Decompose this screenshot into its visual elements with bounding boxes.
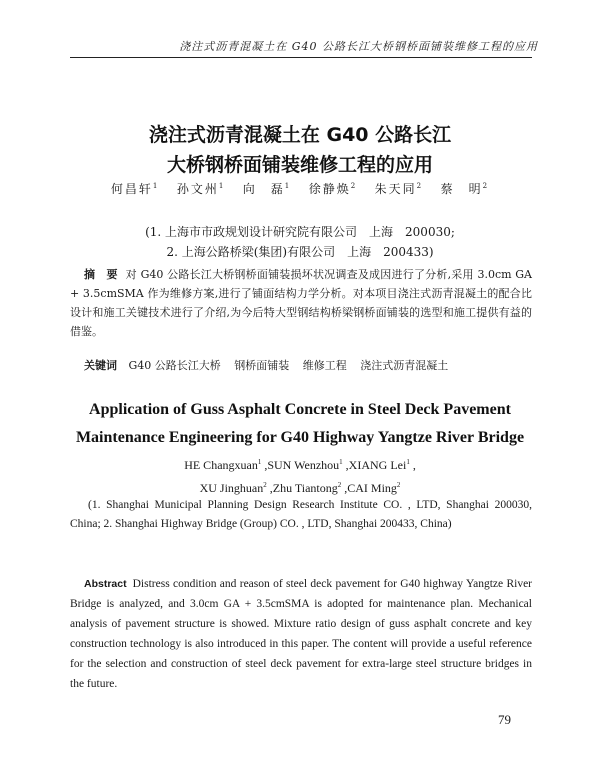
page-number: 79 bbox=[498, 712, 511, 727]
chinese-keywords bbox=[70, 356, 532, 375]
chinese-authors bbox=[0, 180, 600, 197]
author: Zhu Tiantong$^2$ bbox=[272, 481, 342, 495]
author: XU Jinghuan$^2$ bbox=[199, 481, 267, 495]
abstract-text: 对 G40 公路长江大桥钢桥面铺装损坏状况调查及成因进行了分析,采用 3.0cm GA + 3.5cmSMA 作为维修方案,进行了铺面结构力学分析。对本项目浇注式沥青混凝土的配合比设计和施工关键技术进行了介绍,为今后特大型钢结构桥梁钢桥面铺装的选型和施工提供有益的借鉴。 bbox=[70, 268, 533, 338]
keyword: 钢桥面铺装 bbox=[234, 359, 290, 372]
author: XIANG Lei$^1$ bbox=[348, 458, 410, 472]
chinese-affiliations bbox=[0, 222, 600, 262]
chinese-title-line-1: 浇注式沥青混凝土在 G40 公路长江 bbox=[148, 124, 452, 146]
keyword: 浇注式沥青混凝土 bbox=[360, 359, 449, 372]
author: CAI Ming$^2$ bbox=[347, 481, 401, 495]
author: 何昌轩$^1$ bbox=[110, 182, 160, 196]
abstract-label: Abstract bbox=[84, 578, 127, 590]
author: 向 磊$^1$ bbox=[242, 182, 292, 196]
author: 蔡 明$^2$ bbox=[440, 182, 490, 196]
author: 朱天同$^2$ bbox=[374, 182, 424, 196]
keyword: G40 公路长江大桥 bbox=[128, 359, 221, 372]
keywords-label: 关键词 bbox=[84, 359, 117, 372]
chinese-title-line-2: 大桥钢桥面铺装维修工程的应用 bbox=[166, 154, 433, 176]
affiliation-line-2: 2. 上海公路桥梁(集团)有限公司 上海 200433) bbox=[166, 245, 434, 259]
english-affiliations: (1. Shanghai Municipal Planning Design Research Institute CO. , LTD, Shanghai 200030, China; 2. Shanghai Highway Bridge (Group) CO. , LTD, Shanghai 200433, China) bbox=[70, 499, 532, 530]
chinese-title bbox=[0, 120, 600, 180]
abstract-text: Distress condition and reason of steel deck pavement for G40 highway Yangtze River Bridge is analyzed, and 3.0cm GA + 3.5cmSMA is adopted for maintenance plan. Mechanical analysis of pavement structure is showed. Mixture ratio design of guss asphalt concrete and key construction technology is also introduced in this paper. The content will provide a useful reference for the selection and construction of steel deck pavement for extra-large steel structure bridges in the future. bbox=[70, 578, 532, 690]
author: 孙文州$^1$ bbox=[176, 182, 226, 196]
author: SUN Wenzhou$^1$ bbox=[267, 458, 343, 472]
english-title-line-2: Maintenance Engineering for G40 Highway Yangtze River Bridge bbox=[75, 429, 525, 446]
english-authors-line-2: XU Jinghuan$^2$ ,Zhu Tiantong$^2$ ,CAI Ming$^2$ bbox=[199, 481, 401, 495]
keyword: 维修工程 bbox=[302, 359, 347, 372]
english-authors bbox=[0, 452, 600, 498]
english-abstract bbox=[70, 574, 532, 694]
abstract-label: 摘 要 bbox=[84, 268, 118, 281]
running-head: 浇注式沥青混凝土在 G40 公路长江大桥钢桥面铺装维修工程的应用 bbox=[179, 40, 538, 53]
header-rule bbox=[70, 57, 532, 58]
chinese-abstract bbox=[70, 265, 532, 341]
author: HE Changxuan$^1$ bbox=[184, 458, 262, 472]
english-title bbox=[0, 396, 600, 452]
affiliation-line-1: (1. 上海市市政规划设计研究院有限公司 上海 200030; bbox=[145, 225, 455, 239]
english-title-line-1: Application of Guss Asphalt Concrete in Steel Deck Pavement bbox=[89, 401, 511, 418]
english-authors-line-1: HE Changxuan$^1$ ,SUN Wenzhou$^1$ ,XIANG Lei$^1$ , bbox=[184, 458, 416, 472]
author: 徐静焕$^2$ bbox=[308, 182, 358, 196]
